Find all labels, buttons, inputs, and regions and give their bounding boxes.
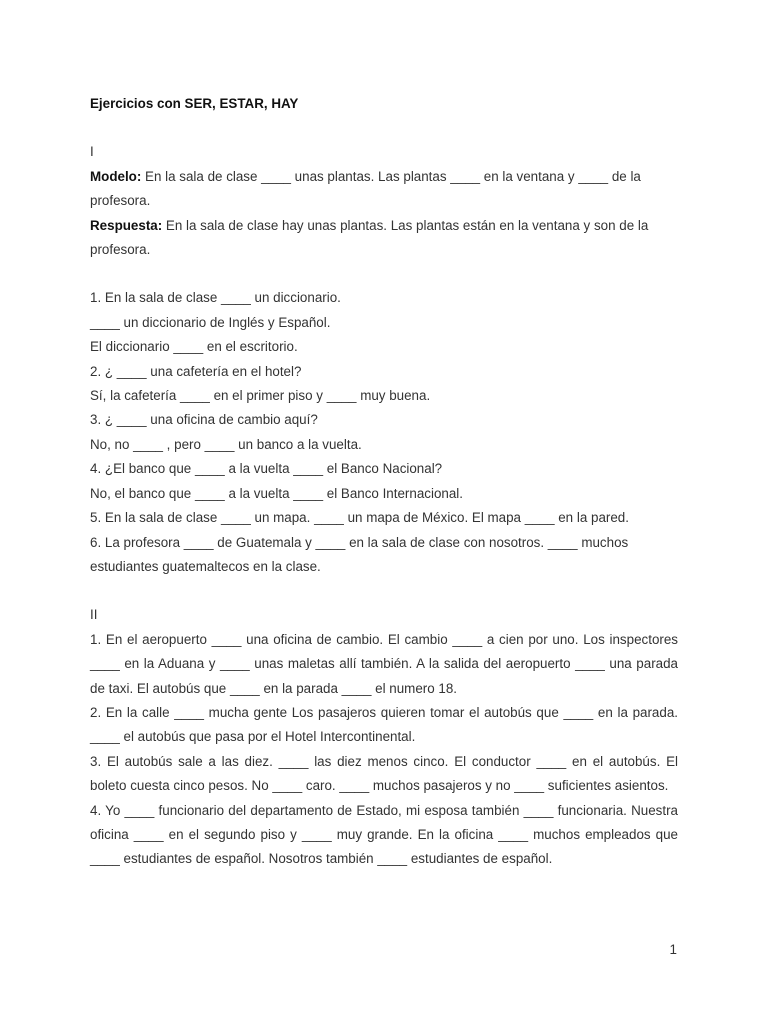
answer-text: En la sala de clase hay unas plantas. Las plantas están en la ventana y son de la profesora. xyxy=(90,217,649,258)
spacer xyxy=(90,116,678,140)
exercise-paragraph: 3. El autobús sale a las diez. ____ las diez menos cinco. El conductor ____ en el autobús. El boleto cuesta cinco pesos. No ____ caro. ____ muchos pasajeros y no ____ suficientes asientos. xyxy=(90,753,678,794)
answer-label: Respuesta: xyxy=(90,217,163,233)
exercise-line: ____ un diccionario de Inglés y Español. xyxy=(90,314,331,330)
exercise-line: 6. La profesora ____ de Guatemala y ____ en la sala de clase con nosotros. ____ muchos estudiantes guatemaltecos en la clase. xyxy=(90,534,629,574)
spacer xyxy=(90,579,678,603)
spacer xyxy=(90,262,678,286)
model-paragraph xyxy=(90,165,678,214)
exercise-line: 4. ¿El banco que ____ a la vuelta ____ el Banco Nacional? xyxy=(90,461,443,477)
exercise-line: 1. En la sala de clase ____ un diccionario. xyxy=(90,290,341,306)
section-1-numeral: I xyxy=(90,144,94,160)
section-2 xyxy=(90,603,678,871)
section-1 xyxy=(90,140,678,579)
exercise-line: 2. ¿ ____ una cafetería en el hotel? xyxy=(90,363,302,379)
document-title: Ejercicios con SER, ESTAR, HAY xyxy=(90,96,299,111)
exercise-paragraph: 4. Yo ____ funcionario del departamento de Estado, mi esposa también ____ funcionaria. Nuestra oficina ____ en el segundo piso y ____ muy grande. En la oficina ____ muchos empleados que ____ estudiantes de español. Nosotros también ____ estudiantes de español. xyxy=(90,802,678,867)
document-body xyxy=(90,92,678,872)
exercise-line: Sí, la cafetería ____ en el primer piso y ____ muy buena. xyxy=(90,388,431,404)
exercise-line: 5. En la sala de clase ____ un mapa. ____ un mapa de México. El mapa ____ en la pared. xyxy=(90,510,629,526)
model-label: Modelo: xyxy=(90,168,142,184)
section-2-numeral: II xyxy=(90,607,98,623)
exercise-line: No, el banco que ____ a la vuelta ____ el Banco Internacional. xyxy=(90,485,463,501)
exercise-line: 3. ¿ ____ una oficina de cambio aquí? xyxy=(90,412,318,428)
page-number: 1 xyxy=(669,942,677,957)
answer-paragraph xyxy=(90,214,678,263)
model-text: En la sala de clase ____ unas plantas. Las plantas ____ en la ventana y ____ de la profesora. xyxy=(90,168,641,209)
exercise-line: El diccionario ____ en el escritorio. xyxy=(90,339,298,355)
exercise-line: No, no ____ , pero ____ un banco a la vuelta. xyxy=(90,436,362,452)
exercise-paragraph: 2. En la calle ____ mucha gente Los pasajeros quieren tomar el autobús que ____ en la parada. ____ el autobús que pasa por el Hotel Intercontinental. xyxy=(90,704,678,745)
exercise-paragraph: 1. En el aeropuerto ____ una oficina de cambio. El cambio ____ a cien por uno. Los inspectores ____ en la Aduana y ____ unas maletas allí también. A la salida del aeropuerto ____ una parada de taxi. El autobús que ____ en la parada ____ el numero 18. xyxy=(90,631,678,696)
